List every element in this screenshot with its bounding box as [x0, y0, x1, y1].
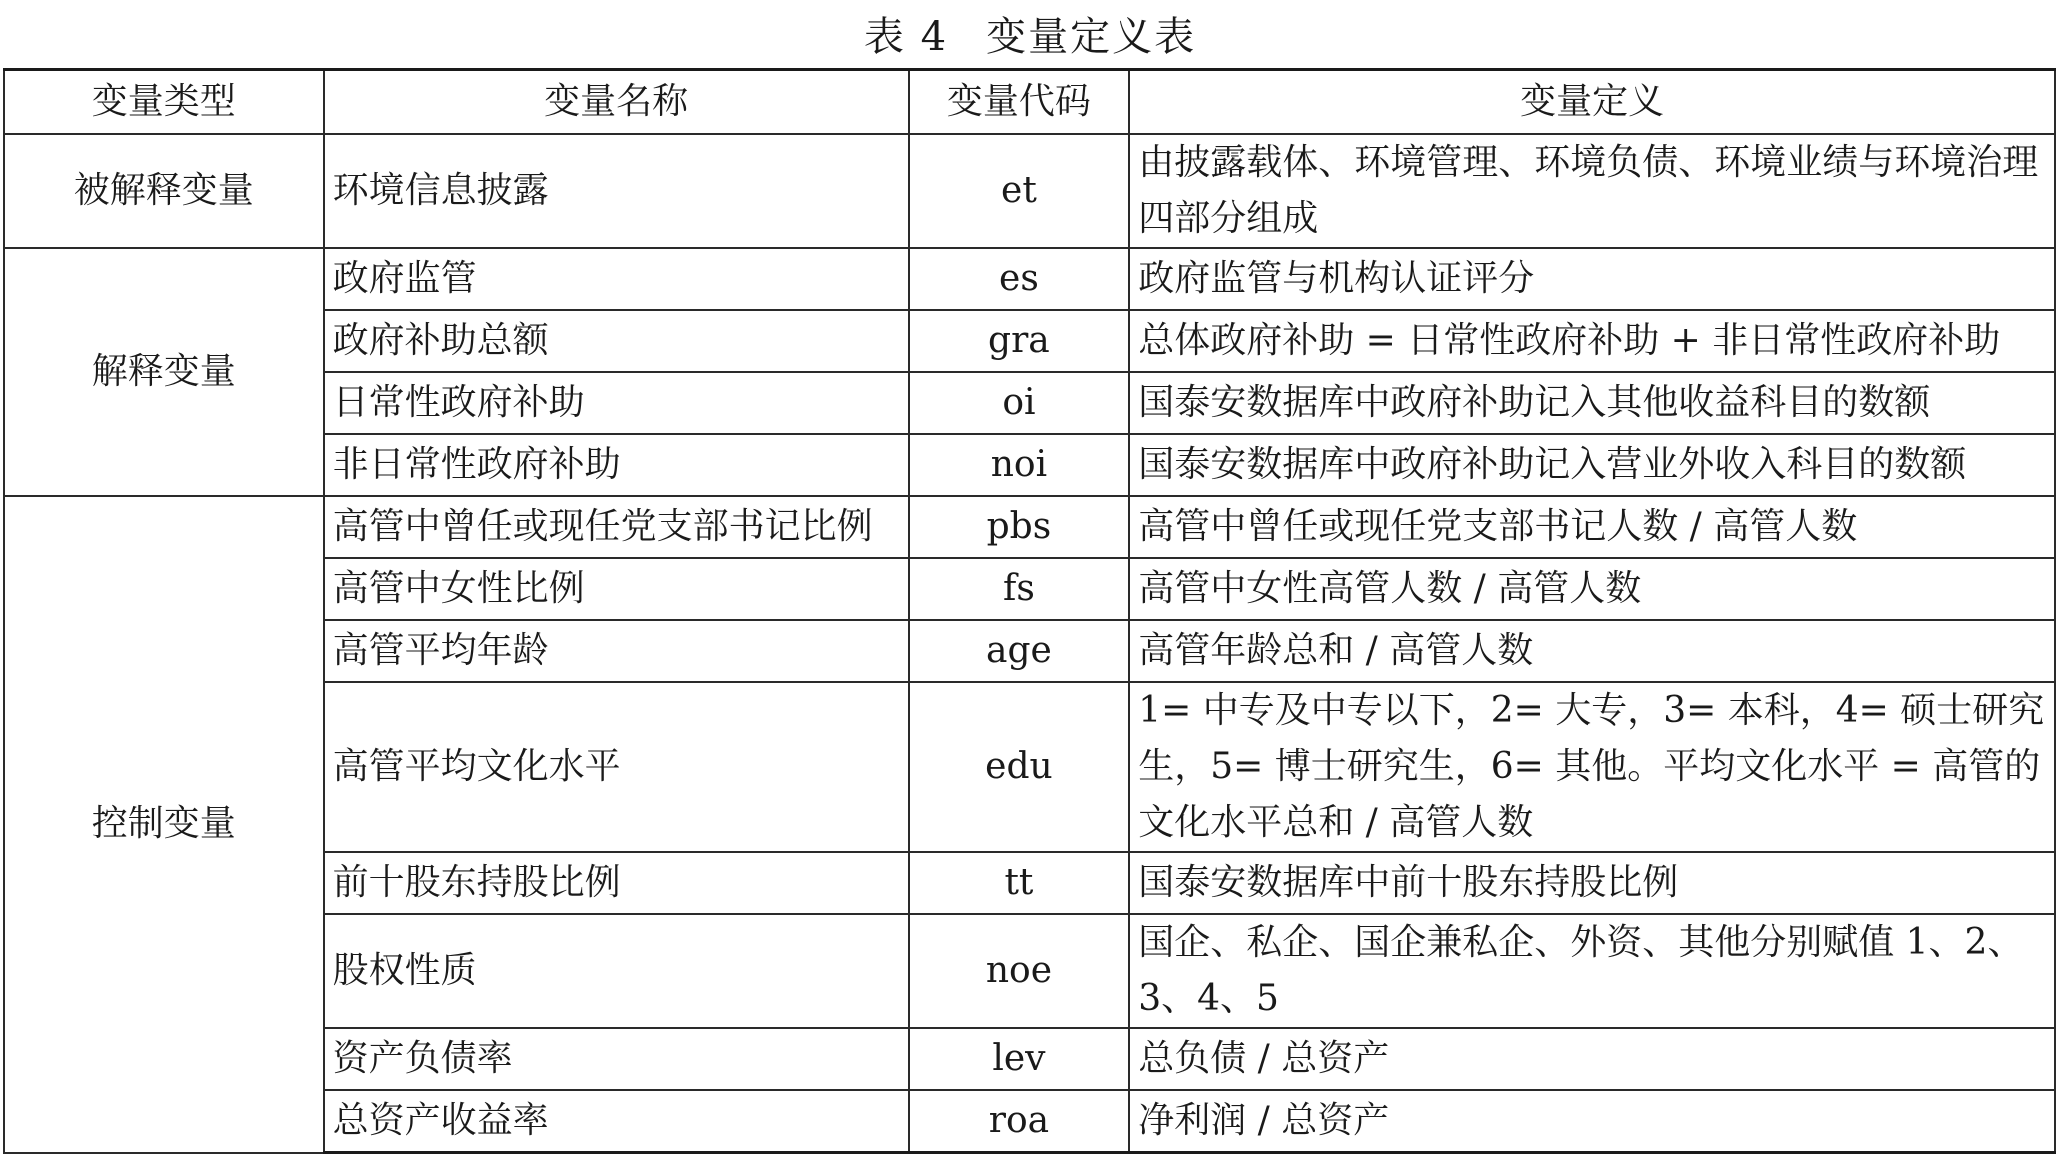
variable-code-cell: es	[909, 248, 1130, 310]
variable-name-cell: 政府监管	[324, 248, 909, 310]
variable-code-cell: fs	[909, 558, 1130, 620]
variable-name-cell: 前十股东持股比例	[324, 852, 909, 914]
variable-name-cell: 日常性政府补助	[324, 372, 909, 434]
variable-name-cell: 非日常性政府补助	[324, 434, 909, 496]
variable-type-cell: 被解释变量	[4, 134, 324, 248]
variable-definition-cell: 由披露载体、环境管理、环境负债、环境业绩与环境治理四部分组成	[1129, 134, 2055, 248]
header-name: 变量名称	[324, 70, 909, 135]
variable-name-cell: 高管中曾任或现任党支部书记比例	[324, 496, 909, 558]
variable-name-cell: 高管中女性比例	[324, 558, 909, 620]
variable-code-cell: et	[909, 134, 1130, 248]
variable-name-cell: 环境信息披露	[324, 134, 909, 248]
variable-type-cell: 控制变量	[4, 496, 324, 1153]
variable-definition-cell: 国泰安数据库中前十股东持股比例	[1129, 852, 2055, 914]
variable-definition-cell: 1= 中专及中专以下，2= 大专，3= 本科，4= 硕士研究生，5= 博士研究生，6= 其他。平均文化水平 = 高管的文化水平总和 / 高管人数	[1129, 682, 2055, 852]
variable-code-cell: age	[909, 620, 1130, 682]
variable-definition-cell: 净利润 / 总资产	[1129, 1090, 2055, 1153]
variable-code-cell: noi	[909, 434, 1130, 496]
variable-name-cell: 资产负债率	[324, 1028, 909, 1090]
variable-definition-cell: 总负债 / 总资产	[1129, 1028, 2055, 1090]
variable-code-cell: gra	[909, 310, 1130, 372]
table-row	[4, 134, 2055, 248]
table-caption	[0, 8, 2060, 66]
table-title: 变量定义表	[986, 14, 1197, 60]
variable-name-cell: 总资产收益率	[324, 1090, 909, 1153]
variable-code-cell: tt	[909, 852, 1130, 914]
variable-definition-cell: 总体政府补助 = 日常性政府补助 + 非日常性政府补助	[1129, 310, 2055, 372]
variable-code-cell: oi	[909, 372, 1130, 434]
variable-definition-cell: 国泰安数据库中政府补助记入其他收益科目的数额	[1129, 372, 2055, 434]
variable-code-cell: edu	[909, 682, 1130, 852]
variable-definition-cell: 国泰安数据库中政府补助记入营业外收入科目的数额	[1129, 434, 2055, 496]
header-definition: 变量定义	[1129, 70, 2055, 135]
variable-name-cell: 股权性质	[324, 914, 909, 1028]
variable-name-cell: 高管平均年龄	[324, 620, 909, 682]
variable-code-cell: pbs	[909, 496, 1130, 558]
variable-name-cell: 政府补助总额	[324, 310, 909, 372]
variable-definition-table	[3, 68, 2056, 1154]
header-row	[4, 70, 2055, 135]
header-code: 变量代码	[909, 70, 1130, 135]
variable-code-cell: lev	[909, 1028, 1130, 1090]
header-type: 变量类型	[4, 70, 324, 135]
variable-code-cell: noe	[909, 914, 1130, 1028]
variable-definition-cell: 国企、私企、国企兼私企、外资、其他分别赋值 1、2、3、4、5	[1129, 914, 2055, 1028]
variable-definition-cell: 高管年龄总和 / 高管人数	[1129, 620, 2055, 682]
variable-definition-cell: 高管中女性高管人数 / 高管人数	[1129, 558, 2055, 620]
table-row	[4, 248, 2055, 310]
variable-definition-cell: 政府监管与机构认证评分	[1129, 248, 2055, 310]
variable-code-cell: roa	[909, 1090, 1130, 1153]
variable-name-cell: 高管平均文化水平	[324, 682, 909, 852]
table-row	[4, 496, 2055, 558]
table-number: 表 4	[863, 14, 949, 60]
variable-type-cell: 解释变量	[4, 248, 324, 496]
variable-definition-cell: 高管中曾任或现任党支部书记人数 / 高管人数	[1129, 496, 2055, 558]
